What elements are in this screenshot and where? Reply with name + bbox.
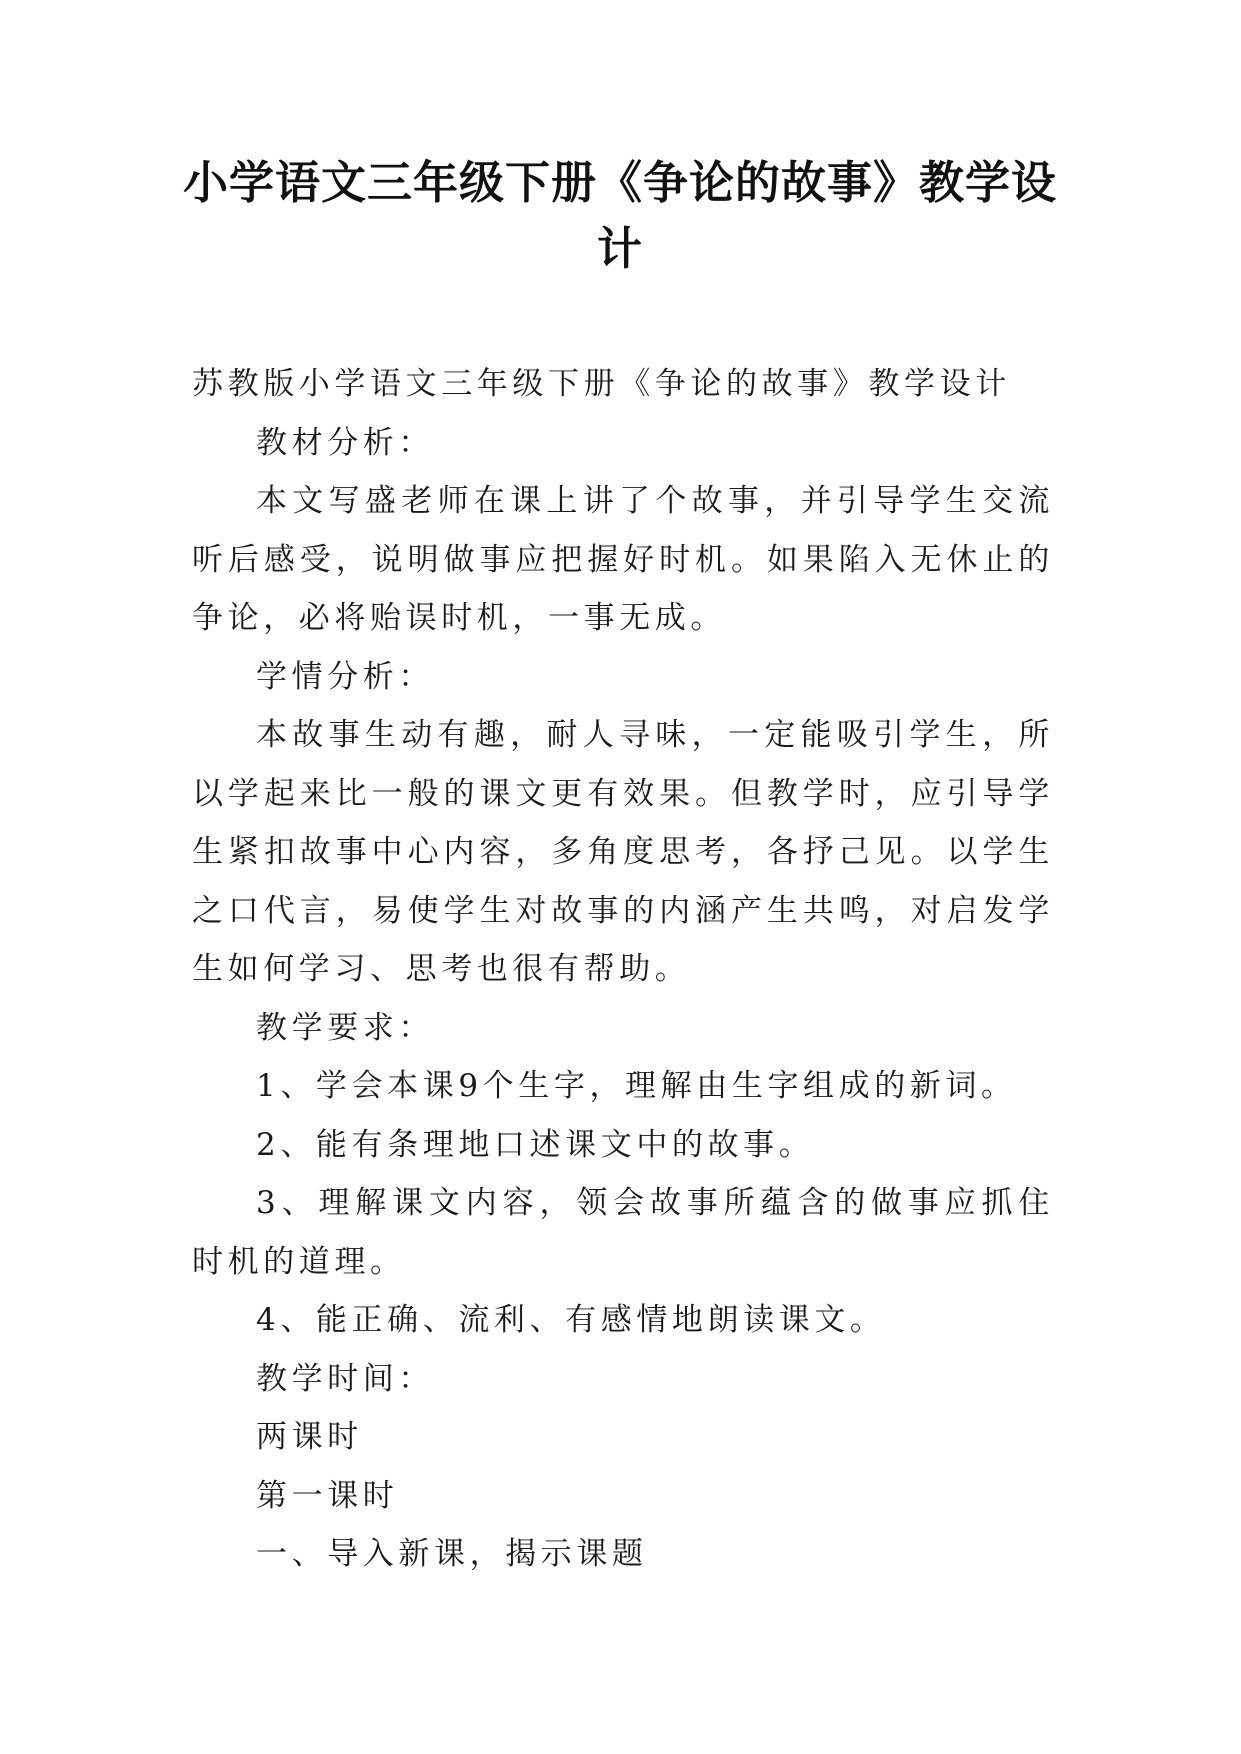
paragraph-time-value: 两课时 [256, 1419, 363, 1455]
paragraph-textbook-analysis-heading: 教材分析： [256, 424, 434, 461]
paragraph-student-analysis: 本故事生动有趣，耐人寻味，一定能吸引学生，所以学起来比一般的课文更有效果。但教学时，应引导学生紧扣故事中心内容，多角度思考，各抒己见。以学生之口代言，易使学生对故事的内涵产生共鸣，对启发学生如何学习、思考也很有帮助。 [192, 717, 1054, 987]
paragraph-student-analysis-heading: 学情分析： [256, 658, 434, 695]
document-body [192, 355, 1054, 1584]
paragraph-time-heading: 教学时间： [256, 1360, 434, 1397]
paragraph-requirements-heading: 教学要求： [256, 1009, 434, 1046]
paragraph-first-lesson: 第一课时 [256, 1477, 399, 1514]
paragraph-requirement-2: 2、能有条理地口述课文中的故事。 [256, 1126, 815, 1163]
paragraph-requirement-1: 1、学会本课9个生字，理解由生字组成的新词。 [256, 1068, 1017, 1104]
paragraph-section-1: 一、导入新课，揭示课题 [256, 1536, 648, 1572]
subtitle-line: 苏教版小学语文三年级下册《争论的故事》教学设计 [192, 366, 1011, 402]
paragraph-textbook-analysis: 本文写盛老师在课上讲了个故事，并引导学生交流听后感受，说明做事应把握好时机。如果陷入无休止的争论，必将贻误时机，一事无成。 [192, 483, 1054, 636]
paragraph-requirement-3: 3、理解课文内容，领会故事所蕴含的做事应抓住时机的道理。 [192, 1185, 1054, 1280]
document-title: 小学语文三年级下册《争论的故事》教学设计 [182, 156, 1057, 275]
paragraph-requirement-4: 4、能正确、流利、有感情地朗读课文。 [256, 1302, 886, 1338]
